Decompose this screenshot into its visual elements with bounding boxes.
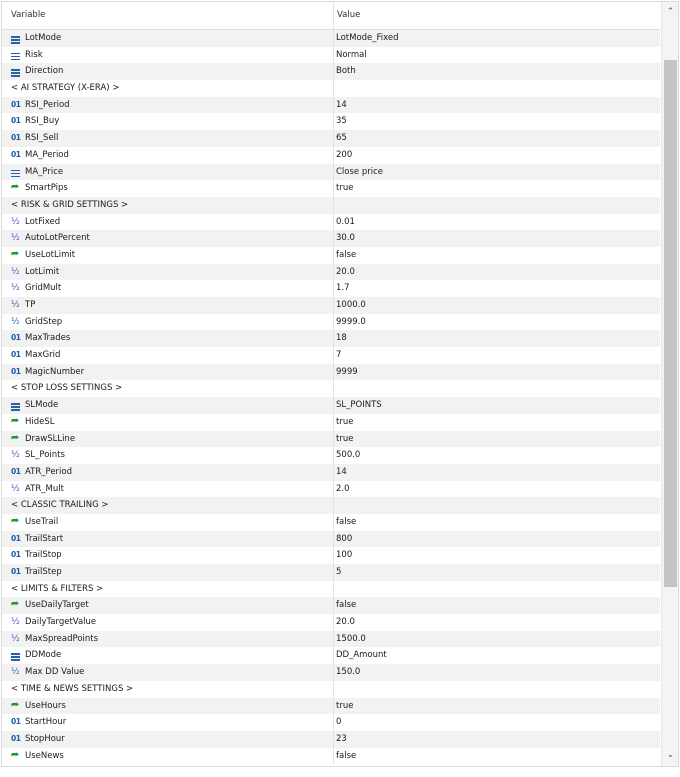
parameter-name-cell (2, 414, 334, 431)
parameter-name: UseNews (25, 750, 64, 761)
integer-type-icon: 01 (11, 350, 21, 360)
bool-type-icon: ⮫ (11, 249, 20, 260)
parameter-name: Max DD Value (25, 667, 85, 678)
enum-type-icon (11, 170, 20, 178)
parameter-value-cell[interactable]: 23 (336, 733, 347, 744)
parameter-value-cell[interactable]: true (336, 433, 354, 444)
parameter-name-cell (2, 380, 334, 397)
parameter-name: SmartPips (25, 183, 68, 194)
parameter-name-cell (2, 614, 334, 631)
parameter-name: LotMode (25, 33, 62, 43)
bool-type-icon: ⮫ (11, 516, 20, 527)
parameter-name: RSI_Period (25, 99, 70, 110)
parameter-value-cell (334, 681, 660, 698)
parameter-row[interactable] (2, 631, 660, 648)
parameter-name: UseDailyTarget (25, 600, 89, 611)
bool-type-icon: ⮫ (11, 183, 20, 194)
parameter-name-cell (2, 314, 334, 331)
bool-type-icon: ⮫ (11, 600, 20, 611)
parameter-row[interactable] (2, 464, 660, 481)
parameter-name: GridStep (25, 316, 63, 327)
parameter-row[interactable] (2, 647, 660, 664)
parameter-value-cell[interactable]: 9999 (336, 366, 358, 377)
parameter-value-cell[interactable]: DD_Amount (336, 650, 387, 661)
vertical-scrollbar[interactable] (661, 2, 679, 766)
parameter-name-cell (2, 464, 334, 481)
parameter-name: SLMode (25, 400, 59, 411)
scroll-down-icon[interactable]: ⌄ (666, 750, 675, 760)
parameter-value-cell[interactable]: 5 (336, 567, 342, 577)
integer-type-icon: 01 (11, 366, 21, 376)
enum-type-icon (11, 53, 20, 61)
column-header-value[interactable]: Value (337, 10, 361, 20)
parameter-row[interactable] (2, 514, 660, 531)
parameter-value-cell[interactable]: false (336, 516, 357, 527)
parameter-value-cell (334, 380, 660, 397)
parameter-name-cell (2, 280, 334, 297)
parameter-value-cell[interactable]: false (336, 600, 357, 611)
parameter-name-cell (2, 431, 334, 448)
parameter-row[interactable] (2, 30, 660, 47)
double-type-icon: ½ (11, 483, 20, 494)
parameter-value-cell[interactable]: 1.7 (336, 283, 350, 294)
group-label: < RISK & GRID SETTINGS > (11, 199, 129, 210)
parameter-name: HideSL (25, 416, 55, 427)
parameter-name: TP (25, 300, 36, 310)
parameter-value-cell[interactable]: 9999.0 (336, 316, 366, 327)
bool-type-icon: ⮫ (11, 750, 20, 761)
parameter-name-cell (2, 748, 334, 765)
double-type-icon: ½ (11, 633, 20, 644)
parameter-name-cell (2, 47, 334, 64)
parameter-row[interactable] (2, 564, 660, 581)
parameter-name-cell (2, 63, 334, 80)
double-type-icon: ½ (11, 316, 20, 327)
parameter-value-cell[interactable]: false (336, 750, 357, 761)
bool-type-icon: ⮫ (11, 416, 20, 427)
parameter-value-cell[interactable]: 14 (336, 99, 347, 110)
scroll-up-icon[interactable]: ⌃ (666, 7, 675, 17)
double-type-icon: ½ (11, 300, 20, 310)
group-label: < CLASSIC TRAILING > (11, 500, 109, 511)
parameter-name: MaxGrid (25, 350, 61, 361)
parameter-name-cell (2, 147, 334, 164)
integer-type-icon: 01 (11, 133, 21, 143)
parameter-name: TrailStep (25, 567, 62, 577)
parameter-name: ATR_Period (25, 466, 73, 477)
parameter-name-cell (2, 564, 334, 581)
group-header-row[interactable] (2, 681, 660, 698)
parameter-name-cell (2, 214, 334, 231)
parameter-name-cell (2, 597, 334, 614)
parameter-name: DrawSLLine (25, 433, 76, 444)
parameter-name-cell (2, 397, 334, 414)
parameter-name: MA_Price (25, 166, 64, 177)
parameter-name-cell (2, 731, 334, 748)
parameter-name: StartHour (25, 717, 67, 728)
parameter-row[interactable] (2, 230, 660, 247)
parameter-name: RSI_Sell (25, 133, 59, 144)
parameter-name-cell (2, 698, 334, 715)
parameter-row[interactable] (2, 347, 660, 364)
integer-type-icon: 01 (11, 717, 21, 727)
parameter-name: RSI_Buy (25, 116, 60, 127)
parameter-name-cell (2, 264, 334, 281)
parameter-row[interactable] (2, 180, 660, 197)
parameter-row[interactable] (2, 314, 660, 331)
parameter-name: MaxSpreadPoints (25, 633, 99, 644)
parameter-name: LotFixed (25, 216, 61, 227)
integer-type-icon: 01 (11, 550, 21, 560)
parameter-row[interactable] (2, 130, 660, 147)
parameter-row[interactable] (2, 614, 660, 631)
parameter-row[interactable] (2, 748, 660, 765)
double-type-icon: ½ (11, 216, 20, 227)
group-header-row[interactable] (2, 581, 660, 598)
parameter-name-cell (2, 497, 334, 514)
parameter-name: MA_Period (25, 149, 69, 160)
group-label: < STOP LOSS SETTINGS > (11, 383, 123, 394)
parameter-name: LotLimit (25, 266, 60, 277)
parameter-name: UseLotLimit (25, 249, 76, 260)
parameter-row[interactable] (2, 597, 660, 614)
parameter-value-cell[interactable]: Close price (336, 166, 384, 177)
parameter-name-cell (2, 714, 334, 731)
parameter-value-cell[interactable]: 35 (336, 116, 347, 127)
parameter-row[interactable] (2, 214, 660, 231)
parameter-value-cell[interactable]: Both (336, 66, 356, 77)
parameter-row[interactable] (2, 280, 660, 297)
parameter-name: UseHours (25, 700, 66, 711)
group-label: < TIME & NEWS SETTINGS > (11, 683, 134, 694)
group-header-row[interactable] (2, 197, 660, 214)
parameter-value-cell[interactable]: true (336, 183, 354, 194)
parameter-row[interactable] (2, 247, 660, 264)
parameter-value-cell[interactable]: 0.01 (336, 216, 355, 227)
group-header-row[interactable] (2, 497, 660, 514)
parameter-name-cell (2, 97, 334, 114)
parameter-value-cell[interactable]: 200 (336, 149, 353, 160)
group-header-row[interactable] (2, 380, 660, 397)
parameter-row[interactable] (2, 264, 660, 281)
parameter-value-cell[interactable]: 500.0 (336, 450, 361, 461)
parameter-value-cell[interactable]: false (336, 249, 357, 260)
parameter-name-cell (2, 364, 334, 381)
parameter-name: UseTrail (25, 516, 59, 527)
parameter-row[interactable] (2, 113, 660, 130)
integer-type-icon: 01 (11, 567, 21, 576)
bool-type-icon: ⮫ (11, 700, 20, 711)
parameter-row[interactable] (2, 97, 660, 114)
parameter-name: MaxTrades (25, 333, 71, 344)
group-label: < AI STRATEGY (X-ERA) > (11, 83, 120, 94)
parameter-value-cell[interactable]: 20.0 (336, 266, 355, 277)
double-type-icon: ½ (11, 450, 20, 461)
parameter-value-cell (334, 80, 660, 97)
parameter-name: AutoLotPercent (25, 233, 90, 244)
parameter-name-cell (2, 80, 334, 97)
parameter-row[interactable] (2, 164, 660, 181)
parameter-value-cell[interactable]: SL_POINTS (336, 400, 382, 411)
parameter-name-cell (2, 631, 334, 648)
double-type-icon: ½ (11, 617, 20, 628)
parameter-row[interactable] (2, 47, 660, 64)
parameter-name-cell (2, 230, 334, 247)
double-type-icon: ½ (11, 233, 20, 244)
parameter-name: GridMult (25, 283, 62, 294)
parameter-name-cell (2, 297, 334, 314)
parameter-value-cell[interactable]: 18 (336, 333, 347, 344)
parameter-row[interactable] (2, 447, 660, 464)
parameter-name: DDMode (25, 650, 62, 661)
double-type-icon: ½ (11, 266, 20, 277)
integer-type-icon: 01 (11, 333, 21, 343)
parameter-row[interactable] (2, 714, 660, 731)
parameter-row[interactable] (2, 547, 660, 564)
parameter-name-cell (2, 197, 334, 214)
parameter-value-cell[interactable]: 100 (336, 550, 353, 561)
parameter-name: DailyTargetValue (25, 617, 97, 628)
integer-type-icon: 01 (11, 149, 21, 159)
parameter-row[interactable] (2, 147, 660, 164)
parameter-value-cell[interactable]: 2.0 (336, 483, 350, 494)
parameter-row[interactable] (2, 698, 660, 715)
parameter-name: StopHour (25, 733, 65, 744)
parameter-value-cell[interactable]: LotMode_Fixed (336, 33, 399, 43)
parameter-value-cell[interactable]: Normal (336, 49, 367, 60)
parameter-row[interactable] (2, 364, 660, 381)
parameter-value-cell[interactable]: 800 (336, 533, 353, 544)
parameter-name-cell (2, 514, 334, 531)
parameter-name-cell (2, 330, 334, 347)
enum-type-icon (11, 653, 20, 661)
parameter-row[interactable] (2, 330, 660, 347)
parameter-row[interactable] (2, 664, 660, 681)
parameter-name-cell (2, 247, 334, 264)
parameter-name-cell (2, 180, 334, 197)
parameter-name-cell (2, 681, 334, 698)
parameter-value-cell (334, 581, 660, 598)
parameter-name-cell (2, 130, 334, 147)
parameter-value-cell[interactable]: 20.0 (336, 617, 355, 628)
integer-type-icon: 01 (11, 99, 21, 109)
parameter-row[interactable] (2, 414, 660, 431)
group-header-row[interactable] (2, 80, 660, 97)
parameter-row[interactable] (2, 531, 660, 548)
inputs-grid (1, 1, 679, 767)
integer-type-icon: 01 (11, 466, 21, 476)
enum-type-icon (11, 69, 20, 77)
double-type-icon: ½ (11, 283, 20, 294)
parameter-name-cell (2, 547, 334, 564)
parameter-value-cell[interactable]: 1000.0 (336, 300, 366, 310)
parameter-name-cell (2, 664, 334, 681)
parameter-value-cell[interactable]: 30.0 (336, 233, 355, 244)
parameter-name: Risk (25, 49, 43, 60)
parameter-value-cell[interactable]: 65 (336, 133, 347, 144)
bool-type-icon: ⮫ (11, 433, 20, 444)
parameter-name-cell (2, 447, 334, 464)
parameter-name-cell (2, 164, 334, 181)
enum-type-icon (11, 403, 20, 411)
parameter-value-cell[interactable]: true (336, 416, 354, 427)
parameter-value-cell[interactable]: 14 (336, 466, 347, 477)
parameter-name-cell (2, 481, 334, 498)
parameter-value-cell[interactable]: 1500.0 (336, 633, 366, 644)
parameter-row[interactable] (2, 481, 660, 498)
parameter-name: TrailStart (25, 533, 64, 544)
parameter-value-cell (334, 197, 660, 214)
enum-type-icon (11, 36, 20, 44)
parameter-row[interactable] (2, 431, 660, 448)
scrollbar-thumb[interactable] (664, 60, 677, 587)
parameter-row[interactable] (2, 397, 660, 414)
parameter-name-cell (2, 581, 334, 598)
parameter-value-cell[interactable]: 7 (336, 350, 342, 361)
parameter-name-cell (2, 30, 334, 47)
parameter-value-cell[interactable]: 150.0 (336, 667, 361, 678)
parameter-value-cell[interactable]: 0 (336, 717, 342, 728)
integer-type-icon: 01 (11, 533, 21, 543)
integer-type-icon: 01 (11, 116, 21, 126)
parameter-name-cell (2, 347, 334, 364)
parameter-name: SL_Points (25, 450, 65, 461)
parameter-row[interactable] (2, 731, 660, 748)
double-type-icon: ½ (11, 667, 20, 678)
grid-header (2, 2, 660, 30)
parameter-row[interactable] (2, 63, 660, 80)
parameter-name-cell (2, 113, 334, 130)
parameter-value-cell[interactable]: true (336, 700, 354, 711)
parameter-name: MagicNumber (25, 366, 85, 377)
parameter-name: Direction (25, 66, 64, 77)
parameter-rows (2, 30, 660, 766)
parameter-value-cell (334, 497, 660, 514)
parameter-name: TrailStop (25, 550, 62, 561)
column-header-variable[interactable]: Variable (2, 2, 334, 29)
parameter-name: ATR_Mult (25, 483, 64, 494)
integer-type-icon: 01 (11, 733, 21, 743)
parameter-name-cell (2, 531, 334, 548)
parameter-name-cell (2, 647, 334, 664)
group-label: < LIMITS & FILTERS > (11, 583, 104, 594)
parameter-row[interactable] (2, 297, 660, 314)
